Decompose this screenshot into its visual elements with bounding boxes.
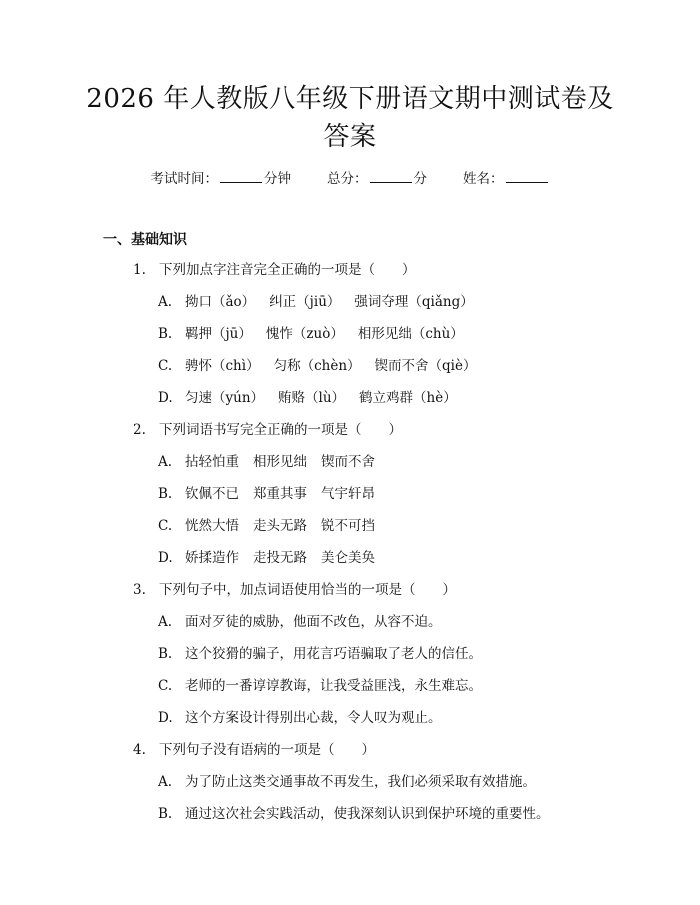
option-letter: A. xyxy=(158,774,173,790)
option-text: 老师的一番谆谆教诲，让我受益匪浅，永生难忘。 xyxy=(185,678,482,694)
total-score-blank xyxy=(370,168,412,183)
option-letter: D. xyxy=(158,550,173,566)
q3-option-d xyxy=(158,708,442,728)
q1-option-c xyxy=(158,356,490,376)
question-3 xyxy=(133,580,456,600)
option-word: 娇揉造作 xyxy=(185,550,239,566)
student-name-label: 姓名： xyxy=(463,171,504,187)
question-stem: 下列句子中，加点词语使用恰当的一项是（ ） xyxy=(159,582,456,598)
option-word: 强词夺理（qiǎng） xyxy=(354,294,474,310)
q2-option-a xyxy=(158,452,389,472)
option-word: 钦佩不已 xyxy=(185,486,239,502)
option-word: 纠正（jiū） xyxy=(269,294,341,310)
q4-option-b xyxy=(158,804,550,824)
question-number: 3. xyxy=(133,582,146,598)
option-text: 面对歹徒的威胁，他面不改色，从容不迫。 xyxy=(185,614,442,630)
total-score-field xyxy=(327,168,427,189)
q2-option-b xyxy=(158,484,389,504)
q1-option-a xyxy=(158,292,488,312)
option-text: 通过这次社会实践活动，使我深刻认识到保护环境的重要性。 xyxy=(185,806,550,822)
question-number: 1. xyxy=(133,262,146,278)
option-letter: B. xyxy=(158,326,173,342)
option-word: 走投无路 xyxy=(253,550,307,566)
option-word: 骋怀（chì） xyxy=(185,358,260,374)
option-text: 为了防止这类交通事故不再发生，我们必须采取有效措施。 xyxy=(185,774,536,790)
question-4 xyxy=(133,740,375,760)
exam-info-bar xyxy=(0,168,700,189)
option-letter: C. xyxy=(158,358,173,374)
option-word: 拈轻怕重 xyxy=(185,454,239,470)
option-letter: C. xyxy=(158,518,173,534)
option-word: 匀称（chèn） xyxy=(273,358,361,374)
option-word: 匀速（yún） xyxy=(185,390,265,406)
exam-time-blank xyxy=(220,168,262,183)
total-score-unit: 分 xyxy=(413,171,427,187)
option-text: 这个狡猾的骗子，用花言巧语骗取了老人的信任。 xyxy=(185,646,482,662)
option-letter: B. xyxy=(158,486,173,502)
question-1 xyxy=(133,260,416,280)
exam-time-unit: 分钟 xyxy=(264,171,291,187)
option-word: 相形见绌 xyxy=(253,454,307,470)
question-stem: 下列加点字注音完全正确的一项是（ ） xyxy=(159,262,416,278)
option-word: 郑重其事 xyxy=(253,486,307,502)
option-letter: A. xyxy=(158,294,173,310)
option-letter: C. xyxy=(158,678,173,694)
option-word: 拗口（ǎo） xyxy=(185,294,256,310)
option-letter: B. xyxy=(158,646,173,662)
option-word: 愧怍（zuò） xyxy=(265,326,344,342)
option-word: 锐不可挡 xyxy=(321,518,375,534)
student-name-blank xyxy=(506,168,548,183)
option-word: 恍然大悟 xyxy=(185,518,239,534)
q1-option-b xyxy=(158,324,478,344)
exam-time-field xyxy=(151,168,292,189)
option-word: 走头无路 xyxy=(253,518,307,534)
q3-option-c xyxy=(158,676,482,696)
option-letter: B. xyxy=(158,806,173,822)
option-word: 鹤立鸡群（hè） xyxy=(359,390,457,406)
document-title-line2: 答案 xyxy=(323,122,377,152)
option-word: 相形见绌（chù） xyxy=(357,326,464,342)
option-word: 锲而不舍 xyxy=(321,454,375,470)
question-stem: 下列句子没有语病的一项是（ ） xyxy=(159,742,375,758)
student-name-field xyxy=(463,168,550,189)
q4-option-a xyxy=(158,772,536,792)
option-word: 羁押（jū） xyxy=(185,326,252,342)
option-word: 锲而不舍（qiè） xyxy=(374,358,477,374)
section-heading: 一、基础知识 xyxy=(103,232,187,248)
option-letter: A. xyxy=(158,614,173,630)
exam-time-label: 考试时间： xyxy=(150,171,218,187)
option-letter: D. xyxy=(158,710,173,726)
question-2 xyxy=(133,420,402,440)
question-number: 4. xyxy=(133,742,146,758)
q2-option-d xyxy=(158,548,389,568)
document-title-line1: 2026 年人教版八年级下册语文期中测试卷及 xyxy=(86,84,614,114)
total-score-label: 总分： xyxy=(327,171,368,187)
option-letter: A. xyxy=(158,454,173,470)
option-word: 气宇轩昂 xyxy=(321,486,375,502)
question-number: 2. xyxy=(133,422,146,438)
option-word: 贿赂（lù） xyxy=(278,390,346,406)
option-letter: D. xyxy=(158,390,173,406)
q3-option-b xyxy=(158,644,482,664)
option-word: 美仑美奂 xyxy=(321,550,375,566)
q1-option-d xyxy=(158,388,471,408)
option-text: 这个方案设计得别出心裁，令人叹为观止。 xyxy=(185,710,442,726)
q2-option-c xyxy=(158,516,389,536)
question-stem: 下列词语书写完全正确的一项是（ ） xyxy=(159,422,402,438)
q3-option-a xyxy=(158,612,442,632)
